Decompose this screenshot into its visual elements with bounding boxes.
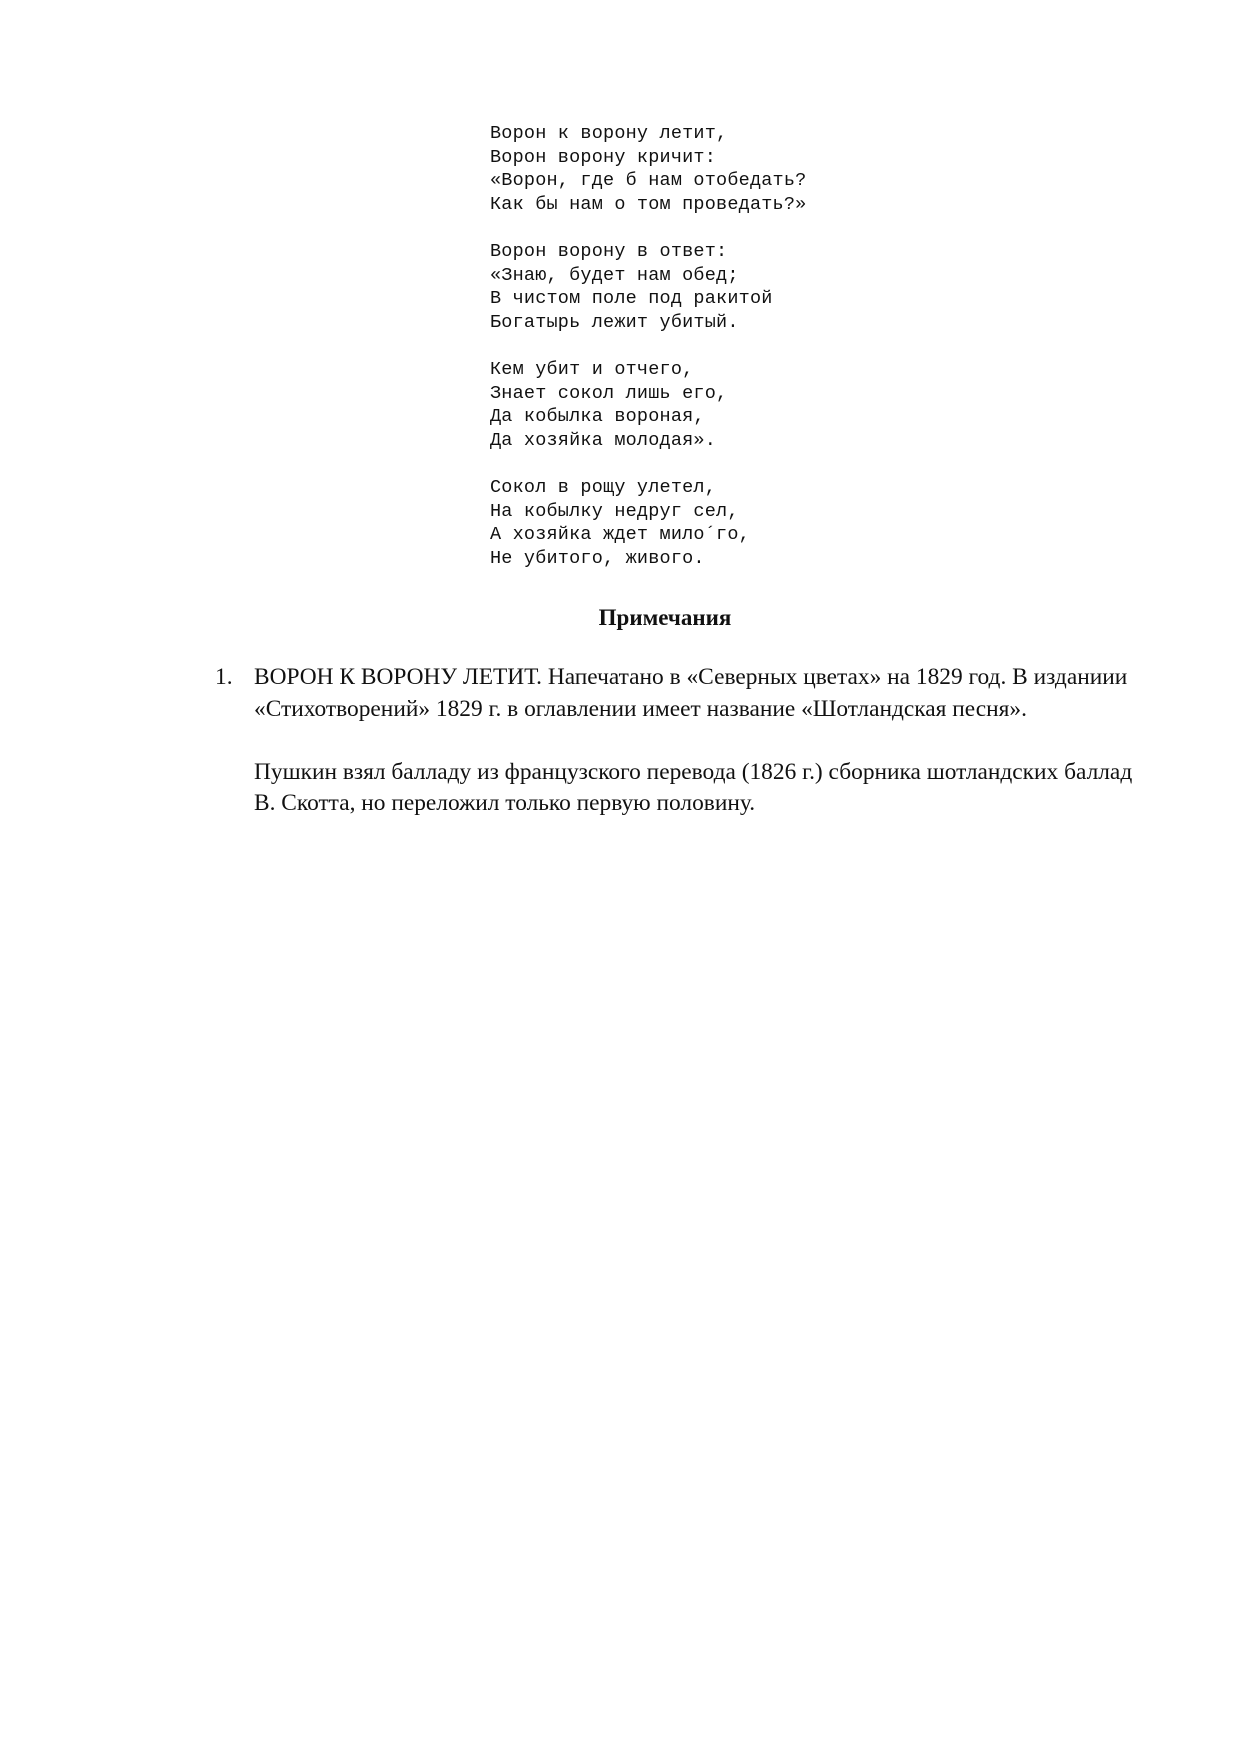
- poem-line: Ворон к ворону летит,: [490, 123, 728, 144]
- poem-line: «Ворон, где б нам отобедать?: [490, 170, 807, 192]
- poem-line: А хозяйка ждет мило´го,: [490, 524, 750, 546]
- note-paragraph: ВОРОН К ВОРОНУ ЛЕТИТ. Напечатано в «Северных цветах» на 1829 год. В изданиии «Стихотворений» 1829 г. в оглавлении имеет название «Шотландская песня».: [254, 664, 1128, 722]
- stanza-1: [490, 122, 1090, 216]
- poem-line: На кобылку недруг сел,: [490, 500, 739, 522]
- poem-line: Как бы нам о том проведать?»: [490, 193, 807, 215]
- poem-line: В чистом поле под ракитой: [490, 288, 773, 310]
- poem-line: Сокол в рощу улетел,: [490, 476, 717, 498]
- poem-line: Кем убит и отчего,: [490, 358, 694, 380]
- poem-line: «Знаю, будет нам обед;: [490, 264, 739, 286]
- poem-line: Знает сокол лишь его,: [490, 382, 728, 404]
- notes-heading: Примечания: [598, 605, 732, 630]
- poem-line: Да кобылка вороная,: [490, 406, 705, 428]
- stanza-2: [490, 240, 1090, 334]
- poem-line: Ворон ворону кричит:: [490, 146, 717, 168]
- note-item: [215, 662, 1135, 820]
- stanza-3: [490, 358, 1090, 452]
- notes-list: [215, 662, 1135, 820]
- poem-line: Ворон ворону в ответ:: [490, 240, 728, 262]
- note-paragraph: Пушкин взял балладу из французского перевода (1826 г.) сборника шотландских баллад В. Скотта, но переложил только первую половину.: [254, 758, 1133, 816]
- note-number: 1.: [215, 664, 233, 690]
- poem-line: Не убитого, живого.: [490, 547, 705, 569]
- stanza-4: [490, 476, 1090, 570]
- poem: [490, 122, 1090, 594]
- poem-line: Да хозяйка молодая».: [490, 429, 717, 451]
- poem-line: Богатырь лежит убитый.: [490, 311, 739, 333]
